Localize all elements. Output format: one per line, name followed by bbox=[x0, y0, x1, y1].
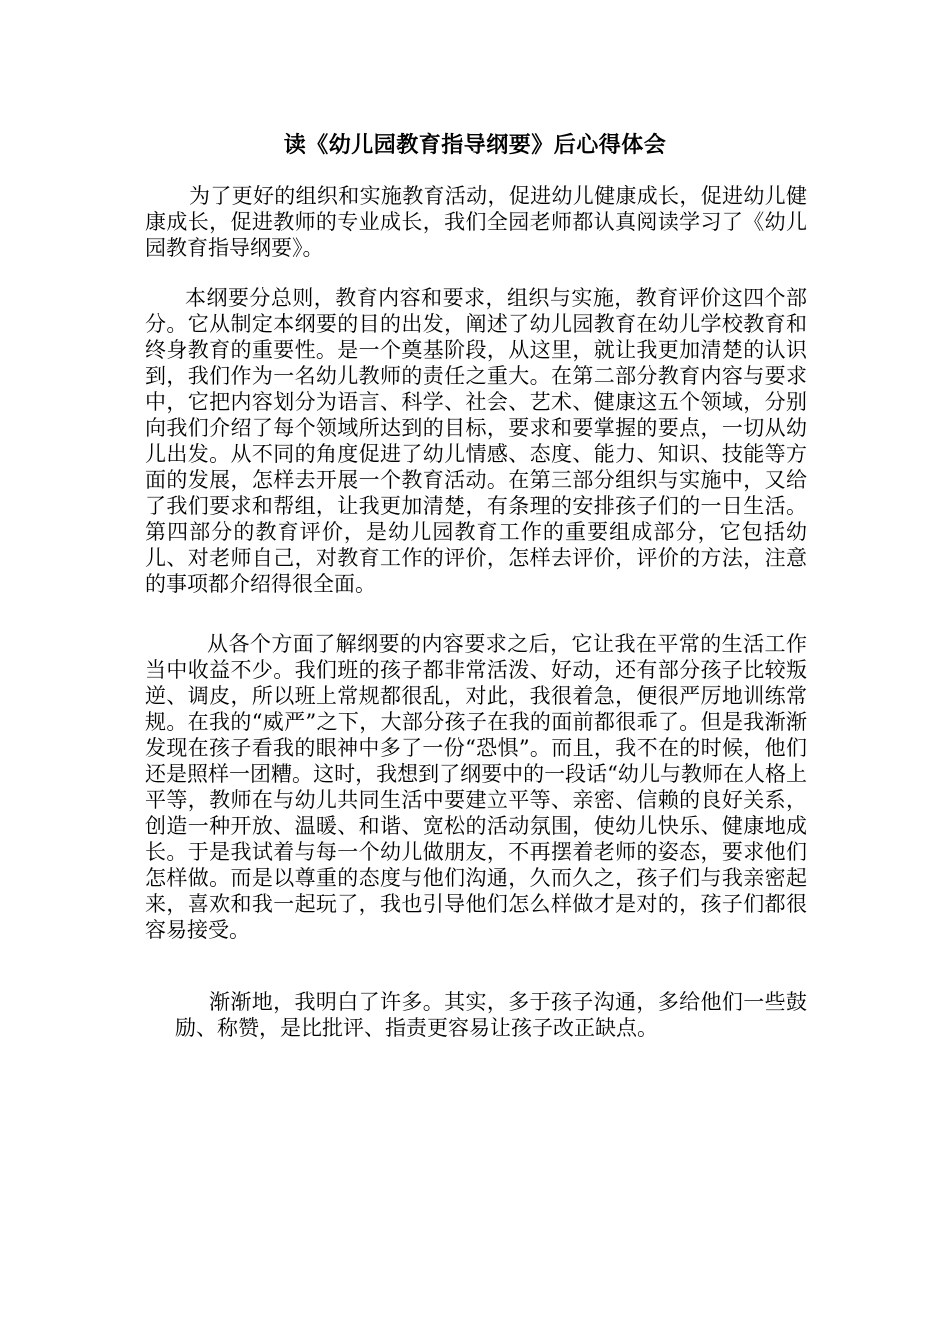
paragraph-intro: 为了更好的组织和实施教育活动，促进幼儿健康成长，促进幼儿健康成长，促进教师的专业成长，我们全园老师都认真阅读学习了《幼儿园教育指导纲要》。 bbox=[145, 184, 807, 260]
paragraph-practice: 从各个方面了解纲要的内容要求之后，它让我在平常的生活工作当中收益不少。我们班的孩子都非常活泼、好动，还有部分孩子比较叛逆、调皮，所以班上常规都很乱，对此，我很着急，便很严厉地训练常规。在我的“威严”之下，大部分孩子在我的面前都很乖了。但是我渐渐发现在孩子看我的眼神中多了一份“恐惧”。而且，我不在的时候，他们还是照样一团糟。这时，我想到了纲要中的一段话“幼儿与教师在人格上平等，教师在与幼儿共同生活中要建立平等、亲密、信赖的良好关系，创造一种开放、温暖、和谐、宽松的活动氛围，使幼儿快乐、健康地成长。于是我试着与每一个幼儿做朋友，不再摆着老师的姿态，要求他们怎样做。而是以尊重的态度与他们沟通，久而久之，孩子们与我亲密起来，喜欢和我一起玩了，我也引导他们怎么样做才是对的，孩子们都很容易接受。 bbox=[145, 632, 807, 942]
document-title: 读《幼儿园教育指导纲要》后心得体会 bbox=[283, 132, 667, 158]
paragraph-conclusion: 渐渐地，我明白了许多。其实，多于孩子沟通，多给他们一些鼓励、称赞，是比批评、指责更容易让孩子改正缺点。 bbox=[175, 990, 807, 1040]
paragraph-outline: 本纲要分总则，教育内容和要求，组织与实施，教育评价这四个部分。它从制定本纲要的目的出发，阐述了幼儿园教育在幼儿学校教育和终身教育的重要性。是一个奠基阶段，从这里，就让我更加清楚的认识到，我们作为一名幼儿教师的责任之重大。在第二部分教育内容与要求中，它把内容划分为语言、科学、社会、艺术、健康这五个领域，分别向我们介绍了每个领域所达到的目标，要求和要掌握的要点，一切从幼儿出发。从不同的角度促进了幼儿情感、态度、能力、知识、技能等方面的发展，怎样去开展一个教育活动。在第三部分组织与实施中，又给了我们要求和帮组，让我更加清楚，有条理的安排孩子们的一日生活。第四部分的教育评价，是幼儿园教育工作的重要组成部分，它包括幼儿、对老师自己，对教育工作的评价，怎样去评价，评价的方法，注意的事项都介绍得很全面。 bbox=[145, 286, 807, 596]
